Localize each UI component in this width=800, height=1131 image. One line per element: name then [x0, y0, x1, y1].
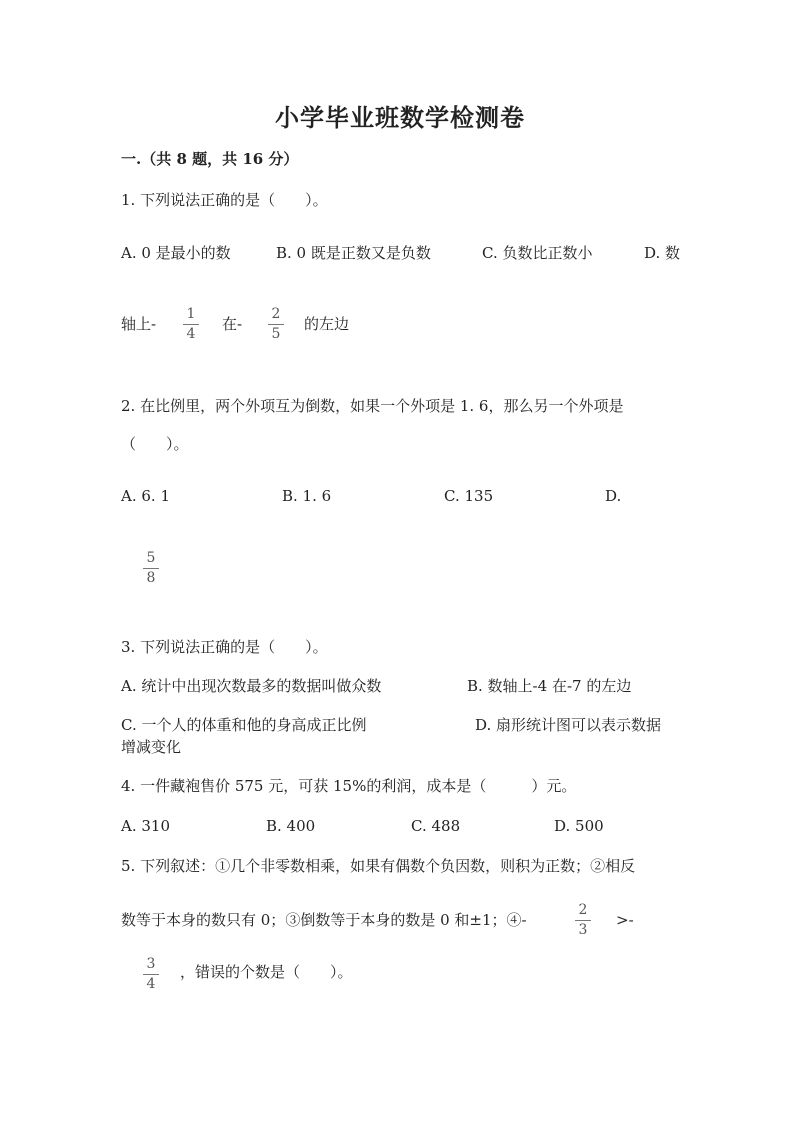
- question-1-option-c: C. 负数比正数小: [482, 244, 593, 262]
- fraction-numerator: 1: [186, 306, 196, 322]
- fraction-numerator: 2: [271, 306, 281, 322]
- question-1-option-d-text: 在-: [222, 315, 243, 333]
- page-title: 小学毕业班数学检测卷: [275, 103, 525, 132]
- fraction-bar: [183, 324, 199, 325]
- question-3-option-d-cont: 增减变化: [121, 738, 182, 756]
- question-5-line-2: 数等于本身的数只有 0；③倒数等于本身的数是 0 和±1；④-: [121, 911, 527, 929]
- question-4-option-d: D. 500: [554, 817, 604, 835]
- question-5-compare: >-: [616, 911, 634, 929]
- fraction-denominator: 5: [271, 326, 281, 342]
- question-2-option-d: D.: [605, 487, 622, 505]
- fraction-bar: [575, 920, 591, 921]
- question-1-option-a: A. 0 是最小的数: [121, 244, 231, 262]
- question-5-line-3: ，错误的个数是（ ）。: [180, 963, 353, 981]
- fraction-numerator: 5: [146, 550, 156, 566]
- question-3-option-a: A. 统计中出现次数最多的数据叫做众数: [121, 677, 382, 695]
- question-2-stem-cont: （ ）。: [121, 435, 189, 453]
- fraction-denominator: 4: [146, 976, 156, 992]
- question-2-option-b: B. 1. 6: [282, 487, 332, 505]
- fraction-denominator: 8: [146, 570, 156, 586]
- question-1-option-d-text: 的左边: [304, 315, 350, 333]
- fraction-numerator: 3: [146, 956, 156, 972]
- question-1-stem: 1. 下列说法正确的是（ ）。: [121, 191, 328, 209]
- question-3-stem: 3. 下列说法正确的是（ ）。: [121, 638, 328, 656]
- question-1-option-d: D. 数: [644, 244, 681, 262]
- question-1-option-d-text: 轴上-: [121, 315, 157, 333]
- fraction-2-5: [265, 306, 287, 343]
- fraction-3-4: [140, 956, 162, 993]
- question-4-stem: 4. 一件藏袍售价 575 元，可获 15%的利润，成本是（ ）元。: [121, 777, 577, 795]
- question-2-option-c: C. 135: [444, 487, 494, 505]
- fraction-bar: [143, 568, 159, 569]
- question-3-option-b: B. 数轴上-4 在-7 的左边: [467, 677, 632, 695]
- fraction-bar: [268, 324, 284, 325]
- fraction-bar: [143, 974, 159, 975]
- question-5-line-1: 5. 下列叙述：①几个非零数相乘，如果有偶数个负因数，则积为正数；②相反: [121, 857, 636, 875]
- question-2-stem: 2. 在比例里，两个外项互为倒数，如果一个外项是 1. 6，那么另一个外项是: [121, 397, 624, 415]
- fraction-5-8: [140, 550, 162, 587]
- fraction-denominator: 4: [186, 326, 196, 342]
- question-4-option-b: B. 400: [266, 817, 316, 835]
- question-3-option-d: D. 扇形统计图可以表示数据: [475, 716, 662, 734]
- fraction-denominator: 3: [578, 922, 588, 938]
- question-4-option-a: A. 310: [121, 817, 170, 835]
- fraction-numerator: 2: [578, 902, 588, 918]
- section-heading: 一.（共 8 题，共 16 分）: [121, 150, 299, 168]
- fraction-1-4: [180, 306, 202, 343]
- question-4-option-c: C. 488: [411, 817, 461, 835]
- question-1-option-b: B. 0 既是正数又是负数: [276, 244, 431, 262]
- question-2-option-a: A. 6. 1: [121, 487, 170, 505]
- question-3-option-c: C. 一个人的体重和他的身高成正比例: [121, 716, 367, 734]
- fraction-2-3: [572, 902, 594, 939]
